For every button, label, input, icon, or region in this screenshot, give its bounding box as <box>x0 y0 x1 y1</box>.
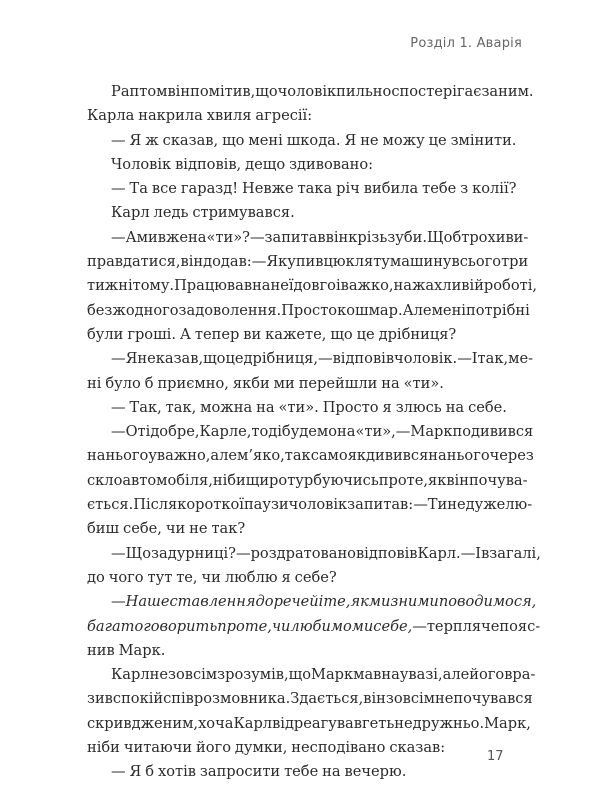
text-line: Чоловік відповів, дещо здивовано: <box>111 155 374 173</box>
text-line: — Я ж сказав, що мені шкода. Я не можу це змінити. <box>111 131 517 149</box>
text-line: — Та все гаразд! Невже така річ вибила тебе з колії? <box>111 180 517 198</box>
text-line: — Я не казав, що це дрібниця, — відповів чоловік. — І так, ме- <box>111 350 534 368</box>
text-line: ніби читаючи його думки, несподівано сказав: <box>87 739 446 757</box>
text-line: ні було б приємно, якби ми перейшли на «ти». <box>87 374 444 392</box>
text-line: багато говорить про те, чи любимо ми себе, — терпляче пояс- <box>87 617 541 635</box>
text-line: — Наше ставлення до речей і те, як ми з ними поводимося, <box>111 593 537 611</box>
text-line: — Що за дурниці? — роздратовано відповів Карл. — І взагалі, <box>111 544 541 562</box>
text-line: зив спокій співрозмовника. Здається, він зовсім не почувався <box>87 690 533 708</box>
text-line: скривдженим, хоча Карл відреагував геть не дружньо. Марк, <box>87 714 531 732</box>
text-line: на нього уважно, але м’яко, так само як дивився на нього через <box>87 447 534 465</box>
text-line: Карл не зовсім зрозумів, що Марк мав на увазі, але його вра- <box>111 666 536 684</box>
text-line: до чого тут те, чи люблю я себе? <box>87 568 337 586</box>
chapter-running-header: Розділ 1. Аварія <box>410 36 522 51</box>
text-line: Карл ледь стримувався. <box>111 204 295 222</box>
text-line: нив Марк. <box>87 641 166 659</box>
text-line: без жодного задоволення. Просто кошмар. Але мені потрібні <box>87 301 530 319</box>
page-number: 17 <box>487 749 504 764</box>
text-line: — Я б хотів запросити тебе на вечерю. <box>111 763 407 781</box>
text-line: — Так, так, можна на «ти». Просто я злюсь на себе. <box>111 398 507 416</box>
text-line: Раптом він помітив, що чоловік пильно спостерігає за ним. <box>111 83 534 100</box>
text-line: — От і добре, Карле, тоді будемо на «ти», — Марк подивився <box>111 423 534 441</box>
text-line: були гроші. А тепер ви кажете, що це дрібниця? <box>87 325 457 343</box>
text-line: правдатися, він додав: — Я купив цю кляту машину всього три <box>87 253 529 271</box>
text-line: — А ми вже на «ти»? — запитав він крізь зуби. Щоб трохи ви- <box>111 228 529 246</box>
text-line: ється. Після короткої паузи чоловік запитав: — Ти не дуже лю- <box>87 496 533 514</box>
body-text <box>87 80 541 785</box>
text-line: биш себе, чи не так? <box>87 520 246 538</box>
text-line: тижні тому. Працював на неї довго і важко, на жахливій роботі, <box>87 277 538 295</box>
text-line: скло автомобіля, ніби щиро турбуючись про те, як він почува- <box>87 471 528 489</box>
text-line: Карла накрила хвиля агресії: <box>87 107 313 125</box>
